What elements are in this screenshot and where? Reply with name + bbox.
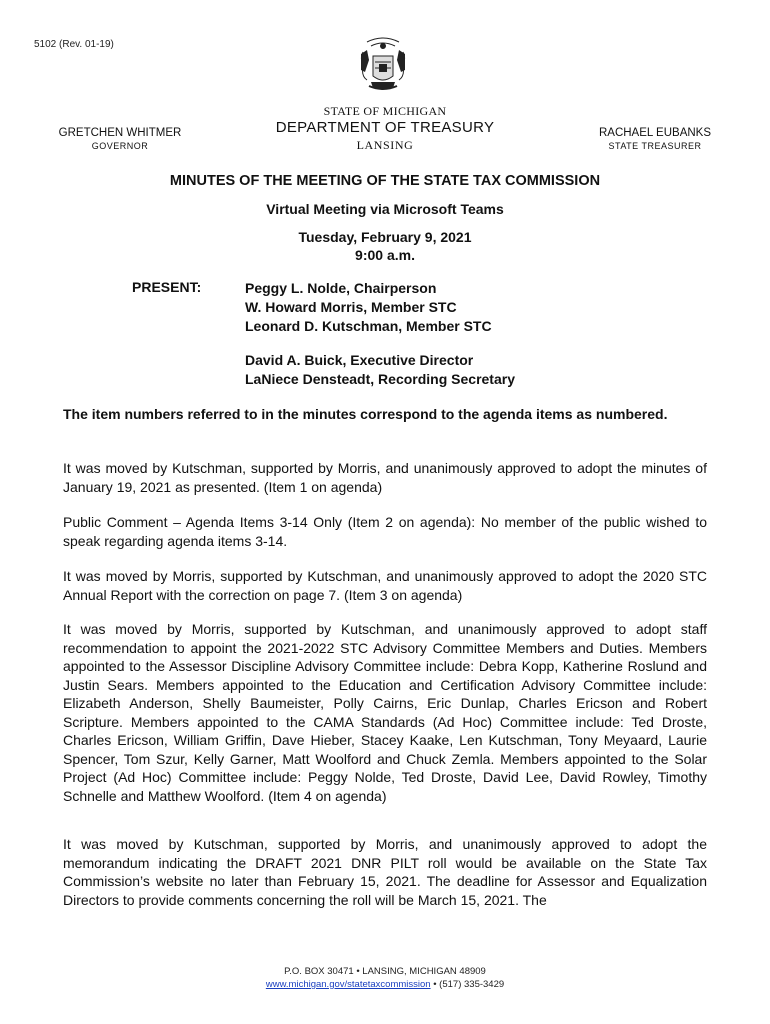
minutes-paragraph: It was moved by Kutschman, supported by Morris, and unanimously approved to adopt the memorandum indicating the DRAFT 2021 DNR PILT roll would be available on the State Tax Commission’s website no later than February 15, 2021. The deadline for Assessor and Equalization Directors to provide comments concerning the roll will be March 15, 2021. The: [63, 836, 707, 908]
staff-member: LaNiece Densteadt, Recording Secretary: [245, 371, 515, 387]
attendee: Peggy L. Nolde, Chairperson: [245, 280, 437, 296]
state-seal-icon: [357, 36, 409, 96]
treasurer-name: RACHAEL EUBANKS: [598, 127, 712, 139]
page-footer: [0, 965, 770, 991]
treasurer-title: STATE TREASURER: [608, 141, 702, 151]
minutes-paragraph: Public Comment – Agenda Items 3-14 Only (Item 2 on agenda): No member of the public wished to speak regarding agenda items 3-14.: [63, 514, 707, 549]
minutes-paragraph: It was moved by Morris, supported by Kutschman, and unanimously approved to adopt staff recommendation to appoint the 2021-2022 STC Advisory Committee Members and Duties. Members appointed to the Assessor Discipline Advisory Committee include: Debra Kopp, Katherine Roslund and Justin Sears. Members appointed to the Education and Certification Advisory Committee include: Elizabeth Anderson, Shelly Baumeister, Polly Cairns, Eric Dunlap, Charles Ericson and Robert Scripture. Members appointed to the CAMA Standards (Ad Hoc) Committee include: Ted Droste, Charles Ericson, William Griffin, Dave Hieber, Stacey Kaake, Len Kutschman, Tony Meyaard, Laurie Spencer, Tom Szur, Kelly Garner, Matt Woolford and Chuck Zemla. Members appointed to the Solar Project (Ad Hoc) Committee include: Peggy Nolde, Ted Droste, David Lee, David Rowley, Timothy Schnelle and Matthew Woolford. (Item 4 on agenda): [63, 621, 707, 804]
footer-phone: • (517) 335-3429: [430, 979, 505, 990]
meeting-venue: Virtual Meeting via Microsoft Teams: [266, 201, 504, 217]
minutes-title: MINUTES OF THE MEETING OF THE STATE TAX COMMISSION: [169, 173, 601, 189]
footer-contact: [0, 978, 770, 991]
minutes-paragraph: It was moved by Morris, supported by Kutschman, and unanimously approved to adopt the 2020 STC Annual Report with the correction on page 7. (Item 3 on agenda): [63, 568, 707, 603]
present-members: [245, 279, 492, 336]
minutes-paragraph: It was moved by Kutschman, supported by Morris, and unanimously approved to adopt the minutes of January 19, 2021 as presented. (Item 1 on agenda): [63, 460, 707, 495]
governor-name: GRETCHEN WHITMER: [58, 127, 182, 139]
item-numbers-note: The item numbers referred to in the minutes correspond to the agenda items as numbered.: [63, 406, 668, 422]
meeting-date: Tuesday, February 9, 2021: [298, 229, 472, 245]
letterhead-state: STATE OF MICHIGAN: [323, 104, 447, 118]
meeting-time: 9:00 a.m.: [355, 247, 415, 263]
letterhead-department: DEPARTMENT OF TREASURY: [275, 119, 495, 136]
governor-title: GOVERNOR: [91, 141, 149, 151]
website-link[interactable]: www.michigan.gov/statetaxcommission: [265, 979, 431, 990]
letterhead-city: LANSING: [356, 138, 414, 152]
form-number: 5102 (Rev. 01-19): [34, 39, 114, 50]
attendee: Leonard D. Kutschman, Member STC: [245, 318, 492, 334]
present-staff: [245, 351, 515, 389]
staff-member: David A. Buick, Executive Director: [245, 352, 474, 368]
footer-address: P.O. BOX 30471 • LANSING, MICHIGAN 48909: [284, 966, 486, 977]
attendee: W. Howard Morris, Member STC: [245, 299, 457, 315]
present-label: PRESENT:: [132, 279, 202, 295]
